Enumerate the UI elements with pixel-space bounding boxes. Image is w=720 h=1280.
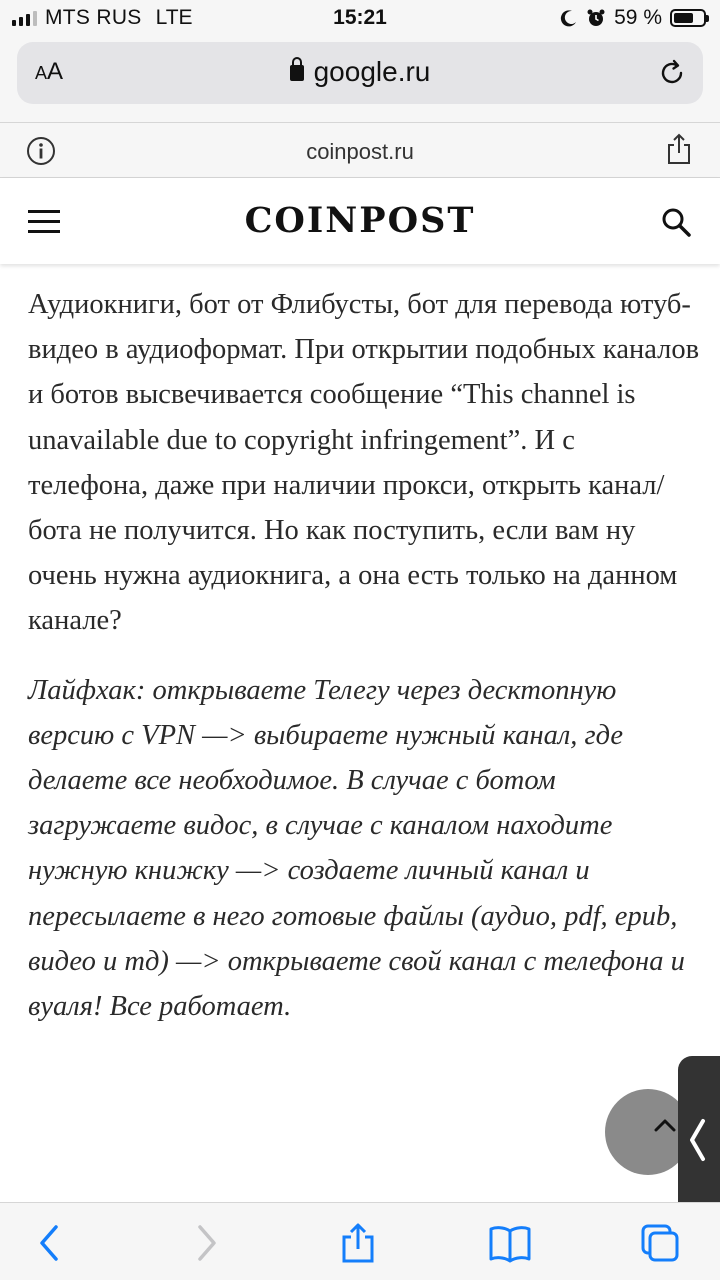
status-bar	[0, 0, 720, 38]
tabs-icon[interactable]	[640, 1223, 680, 1263]
back-icon[interactable]	[30, 1223, 70, 1263]
reload-icon[interactable]	[657, 58, 687, 88]
moon-icon	[560, 9, 578, 27]
domain-bar	[0, 122, 720, 178]
domain-label: coinpost.ru	[306, 139, 414, 164]
article-body	[28, 282, 700, 1053]
address-bar[interactable]	[17, 42, 703, 104]
url-text: google.ru	[313, 56, 431, 87]
network-type: LTE	[155, 6, 193, 29]
share-icon[interactable]	[338, 1223, 378, 1263]
battery-icon	[670, 9, 706, 27]
alarm-icon	[586, 8, 606, 28]
share-icon[interactable]	[666, 133, 692, 165]
site-header	[0, 178, 720, 264]
url-display[interactable]	[17, 56, 703, 88]
carrier-label: MTS RUS	[45, 6, 142, 29]
side-panel-handle[interactable]	[678, 1056, 720, 1224]
site-logo[interactable]: COINPOST	[244, 200, 476, 241]
search-icon[interactable]	[660, 206, 692, 238]
forward-icon[interactable]	[186, 1223, 226, 1263]
bookmarks-icon[interactable]	[488, 1223, 532, 1263]
article-lifehack-paragraph: Лайфхак: открываете Телегу через десктопную версию с VPN —> выбираете нужный канал, где делаете все необходимое. В случае с ботом загружаете видос, в случае с каналом находите нужную книжку —> создаете личный канал и пересылаете в него готовые файлы (аудио, pdf, epub, видео и тд) —> открываете свой канал с телефона и вуаля! Все работает.	[28, 674, 685, 1023]
chevron-left-icon	[688, 1118, 706, 1162]
battery-percent: 59 %	[614, 6, 662, 29]
status-right	[560, 6, 706, 30]
text-size-button[interactable]: AA	[35, 58, 64, 85]
lock-icon	[290, 65, 304, 81]
browser-toolbar	[0, 1202, 720, 1280]
chevron-up-icon	[654, 1118, 676, 1132]
status-time: 15:21	[333, 6, 387, 29]
article-paragraph: Аудиокниги, бот от Флибусты, бот для перевода ютуб-видео в аудиоформат. При открытии подобных каналов и ботов высвечивается сообщение “This channel is unavailable due to copyright infringement”. И с телефона, даже при наличии прокси, открыть канал/бота не получится. Но как поступить, если вам ну очень нужна аудиокнига, а она есть только на данном канале?	[28, 289, 700, 637]
address-bar-area	[0, 38, 720, 122]
